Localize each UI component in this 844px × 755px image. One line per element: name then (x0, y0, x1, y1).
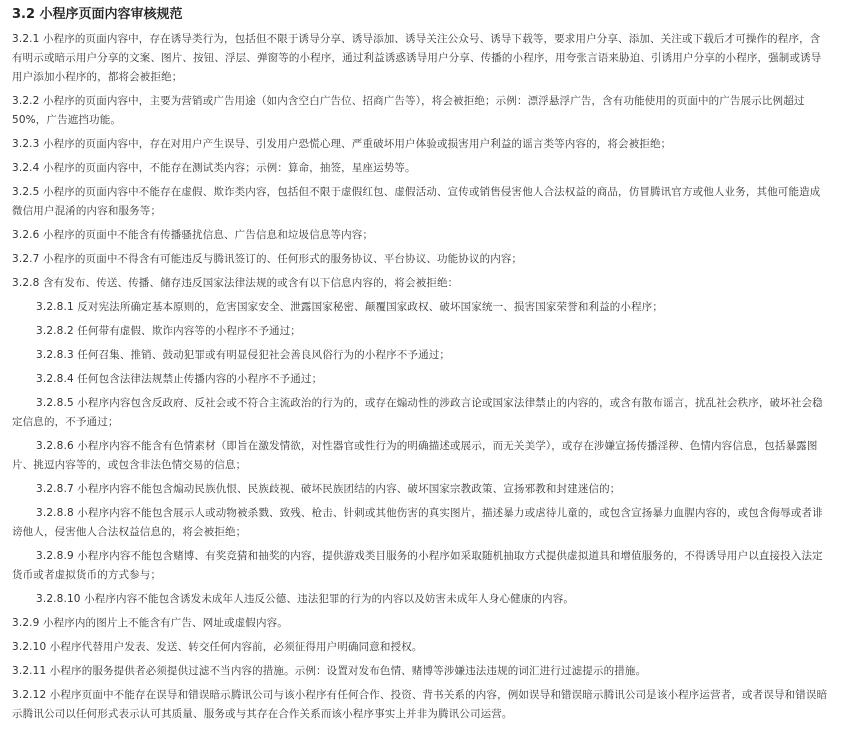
rule-3-2-8-10: 3.2.8.10 小程序内容不能包含诱发未成年人违反公德、违法犯罪的行为的内容以及妨害未成年人身心健康的内容。 (36, 593, 575, 605)
rule-3-2-4: 3.2.4 小程序的页面内容中，不能存在测试类内容；示例：算命，抽签，星座运势等。 (12, 162, 416, 174)
rule-3-2-6: 3.2.6 小程序的页面中不能含有传播骚扰信息、广告信息和垃圾信息等内容； (12, 229, 374, 241)
rule-3-2-8-4: 3.2.8.4 任何包含法律法规禁止传播内容的小程序不予通过； (36, 373, 323, 385)
rule-3-2-12: 3.2.12 小程序页面中不能存在误导和错误暗示腾讯公司与该小程序有任何合作、投资、背书关系的内容，例如误导和错误暗示腾讯公司是该小程序运营者，或者误导和错误暗示腾讯公司以任何形式表示认可其质量、服务或与其存在合作关系而该小程序事实上并非为腾讯公司运营。 (12, 689, 828, 720)
rule-3-2-3: 3.2.3 小程序的页面内容中，存在对用户产生误导、引发用户恐慌心理、严重破坏用户体验或损害用户利益的谣言类等内容的，将会被拒绝； (12, 138, 672, 150)
rule-3-2-11: 3.2.11 小程序的服务提供者必须提供过滤不当内容的措施。示例：设置对发布色情、赌博等涉嫌违法违规的词汇进行过滤提示的措施。 (12, 665, 647, 677)
rule-3-2-8-6: 3.2.8.6 小程序内容不能含有色情素材（即旨在激发情欲，对性器官或性行为的明确描述或展示，而无关美学），或存在涉嫌宣扬传播淫秽、色情内容信息，包括暴露图片、挑逗内容等的，或包含非法色情交易的信息； (12, 440, 818, 471)
rule-3-2-5: 3.2.5 小程序的页面内容中不能存在虚假、欺诈类内容，包括但不限于虚假红包、虚假活动、宣传或销售侵害他人合法权益的商品，仿冒腾讯官方或他人业务，其他可能造成微信用户混淆的内容和服务等； (12, 186, 821, 217)
rule-3-2-9: 3.2.9 小程序内的图片上不能含有广告、网址或虚假内容。 (12, 617, 288, 629)
rule-3-2-8: 3.2.8 含有发布、传送、传播、储存违反国家法律法规的或含有以下信息内容的，将会被拒绝： (12, 277, 459, 289)
rule-3-2-2: 3.2.2 小程序的页面内容中，主要为营销或广告用途（如内含空白广告位、招商广告等），将会被拒绝；示例：漂浮悬浮广告，含有功能使用的页面中的广告展示比例超过50%，广告遮挡功能。 (12, 95, 805, 126)
rule-3-2-1: 3.2.1 小程序的页面内容中，存在诱导类行为，包括但不限于诱导分享、诱导添加、诱导关注公众号、诱导下载等，要求用户分享、添加、关注或下载后才可操作的程序，含有明示或暗示用户分享的文案、图片、按钮、浮层、弹窗等的小程序，通过利益诱惑诱导用户分享、传播的小程序，用夸张言语来胁迫、引诱用户分享的小程序，强制或诱导用户添加小程序的，都将会被拒绝； (12, 33, 822, 83)
rule-3-2-8-7: 3.2.8.7 小程序内容不能包含煽动民族仇恨、民族歧视、破坏民族团结的内容、破坏国家宗教政策、宣扬邪教和封建迷信的； (36, 483, 621, 495)
rule-3-2-8-5: 3.2.8.5 小程序内容包含反政府、反社会或不符合主流政治的行为的，或存在煽动性的涉政言论或国家法律禁止的内容的，或含有散布谣言，扰乱社会秩序，破坏社会稳定信息的，不予通过； (12, 397, 823, 428)
rule-3-2-8-2: 3.2.8.2 任何带有虚假、欺诈内容等的小程序不予通过； (36, 325, 301, 337)
rule-3-2-8-9: 3.2.8.9 小程序内容不能包含赌博、有奖竞猜和抽奖的内容，提供游戏类目服务的小程序如采取随机抽取方式提供虚拟道具和增值服务的，不得诱导用户以直接投入法定货币或者虚拟货币的方式参与； (12, 550, 823, 581)
section-title: 3.2 小程序页面内容审核规范 (12, 7, 183, 22)
rule-3-2-10: 3.2.10 小程序代替用户发表、发送、转交任何内容前，必须征得用户明确同意和授权。 (12, 641, 423, 653)
rule-3-2-8-3: 3.2.8.3 任何召集、推销、鼓动犯罪或有明显侵犯社会善良风俗行为的小程序不予通过； (36, 349, 451, 361)
rule-3-2-8-1: 3.2.8.1 反对宪法所确定基本原则的，危害国家安全、泄露国家秘密、颠覆国家政权、破坏国家统一、损害国家荣誉和利益的小程序； (36, 301, 664, 313)
rule-3-2-8-8: 3.2.8.8 小程序内容不能包含展示人或动物被杀戮、致残、枪击、针刺或其他伤害的真实图片，描述暴力或虐待儿童的，或包含宣扬暴力血腥内容的，或包含侮辱或者诽谤他人，侵害他人合法权益信息的，将会被拒绝； (12, 507, 823, 538)
rule-3-2-7: 3.2.7 小程序的页面中不得含有可能违反与腾讯签订的、任何形式的服务协议、平台协议、功能协议的内容； (12, 253, 523, 265)
